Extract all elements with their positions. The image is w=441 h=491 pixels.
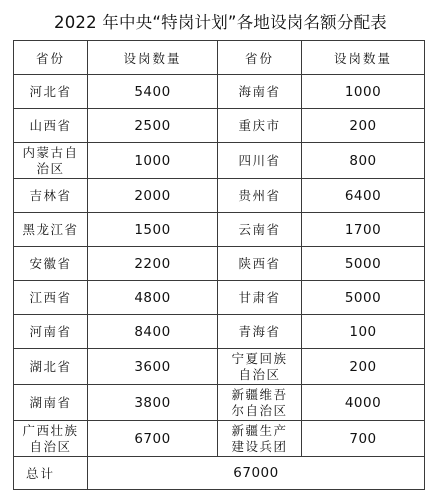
province-cell-right (218, 179, 302, 213)
table-row (14, 315, 425, 349)
quota-count-right: 800 (302, 143, 425, 179)
province-cell-left (14, 143, 88, 179)
quota-count-right: 5000 (302, 281, 425, 315)
quota-table (13, 40, 425, 490)
total-label: 总计 (14, 457, 88, 490)
table-row (14, 213, 425, 247)
province-cell-left (14, 75, 88, 109)
table-row (14, 247, 425, 281)
header-count-right: 设岗数量 (302, 41, 425, 75)
province-name-line: 宁夏回族 (231, 350, 288, 366)
province-name-line: 广西壮族 (22, 422, 79, 438)
province-name-line: 河北省 (29, 83, 72, 99)
province-name-line: 安徽省 (29, 255, 72, 271)
province-cell-right (218, 385, 302, 421)
province-name-line: 重庆市 (238, 117, 281, 133)
province-name-line: 内蒙古自 (22, 144, 79, 160)
province-cell-right (218, 315, 302, 349)
table-row (14, 349, 425, 385)
province-name-line: 新疆生产 (231, 422, 288, 438)
quota-count-left: 2200 (88, 247, 218, 281)
province-cell-left (14, 213, 88, 247)
quota-count-left: 4800 (88, 281, 218, 315)
total-row (14, 457, 425, 490)
province-name-line: 新疆维吾 (231, 386, 288, 402)
province-cell-right (218, 143, 302, 179)
quota-count-left: 1500 (88, 213, 218, 247)
province-name-line: 尔自治区 (231, 402, 288, 418)
province-name-line: 黑龙江省 (22, 221, 79, 237)
province-name-line: 海南省 (238, 83, 281, 99)
province-name-line: 甘肃省 (238, 289, 281, 305)
quota-count-right: 200 (302, 349, 425, 385)
province-name-line: 自治区 (29, 438, 72, 454)
page-title: 2022 年中央“特岗计划”各地设岗名额分配表 (54, 13, 387, 32)
table-row (14, 385, 425, 421)
table-row (14, 421, 425, 457)
header-count-left: 设岗数量 (88, 41, 218, 75)
header-province-right: 省份 (218, 41, 302, 75)
quota-count-left: 2500 (88, 109, 218, 143)
quota-count-left: 8400 (88, 315, 218, 349)
table-row (14, 75, 425, 109)
province-cell-left (14, 421, 88, 457)
province-cell-right (218, 213, 302, 247)
quota-count-left: 6700 (88, 421, 218, 457)
quota-count-right: 1700 (302, 213, 425, 247)
quota-count-right: 700 (302, 421, 425, 457)
table-row (14, 281, 425, 315)
province-name-line: 湖北省 (29, 358, 72, 374)
header-province-left: 省份 (14, 41, 88, 75)
province-name-line: 河南省 (29, 323, 72, 339)
province-cell-left (14, 349, 88, 385)
province-name-line: 自治区 (238, 366, 281, 382)
province-cell-left (14, 315, 88, 349)
province-name-line: 贵州省 (238, 187, 281, 203)
province-cell-left (14, 385, 88, 421)
quota-count-left: 3800 (88, 385, 218, 421)
province-name-line: 吉林省 (29, 187, 72, 203)
quota-count-right: 6400 (302, 179, 425, 213)
province-name-line: 青海省 (238, 323, 281, 339)
province-cell-right (218, 109, 302, 143)
table-header-row (14, 41, 425, 75)
quota-count-right: 5000 (302, 247, 425, 281)
province-name-line: 江西省 (29, 289, 72, 305)
total-value: 67000 (88, 457, 425, 490)
province-cell-right (218, 281, 302, 315)
table-row (14, 109, 425, 143)
province-name-line: 建设兵团 (231, 438, 288, 454)
province-cell-left (14, 247, 88, 281)
province-cell-right (218, 75, 302, 109)
table-row (14, 179, 425, 213)
province-cell-left (14, 179, 88, 213)
province-name-line: 治区 (36, 160, 65, 176)
province-name-line: 四川省 (238, 152, 281, 168)
province-cell-left (14, 109, 88, 143)
province-name-line: 陕西省 (238, 255, 281, 271)
quota-count-left: 2000 (88, 179, 218, 213)
province-name-line: 云南省 (238, 221, 281, 237)
province-cell-right (218, 247, 302, 281)
province-name-line: 湖南省 (29, 394, 72, 410)
quota-count-left: 5400 (88, 75, 218, 109)
quota-count-right: 200 (302, 109, 425, 143)
quota-count-right: 4000 (302, 385, 425, 421)
quota-count-right: 100 (302, 315, 425, 349)
province-name-line: 山西省 (29, 117, 72, 133)
quota-count-left: 1000 (88, 143, 218, 179)
province-cell-right (218, 349, 302, 385)
table-row (14, 143, 425, 179)
province-cell-left (14, 281, 88, 315)
table-body (14, 75, 425, 457)
quota-count-right: 1000 (302, 75, 425, 109)
quota-count-left: 3600 (88, 349, 218, 385)
province-cell-right (218, 421, 302, 457)
